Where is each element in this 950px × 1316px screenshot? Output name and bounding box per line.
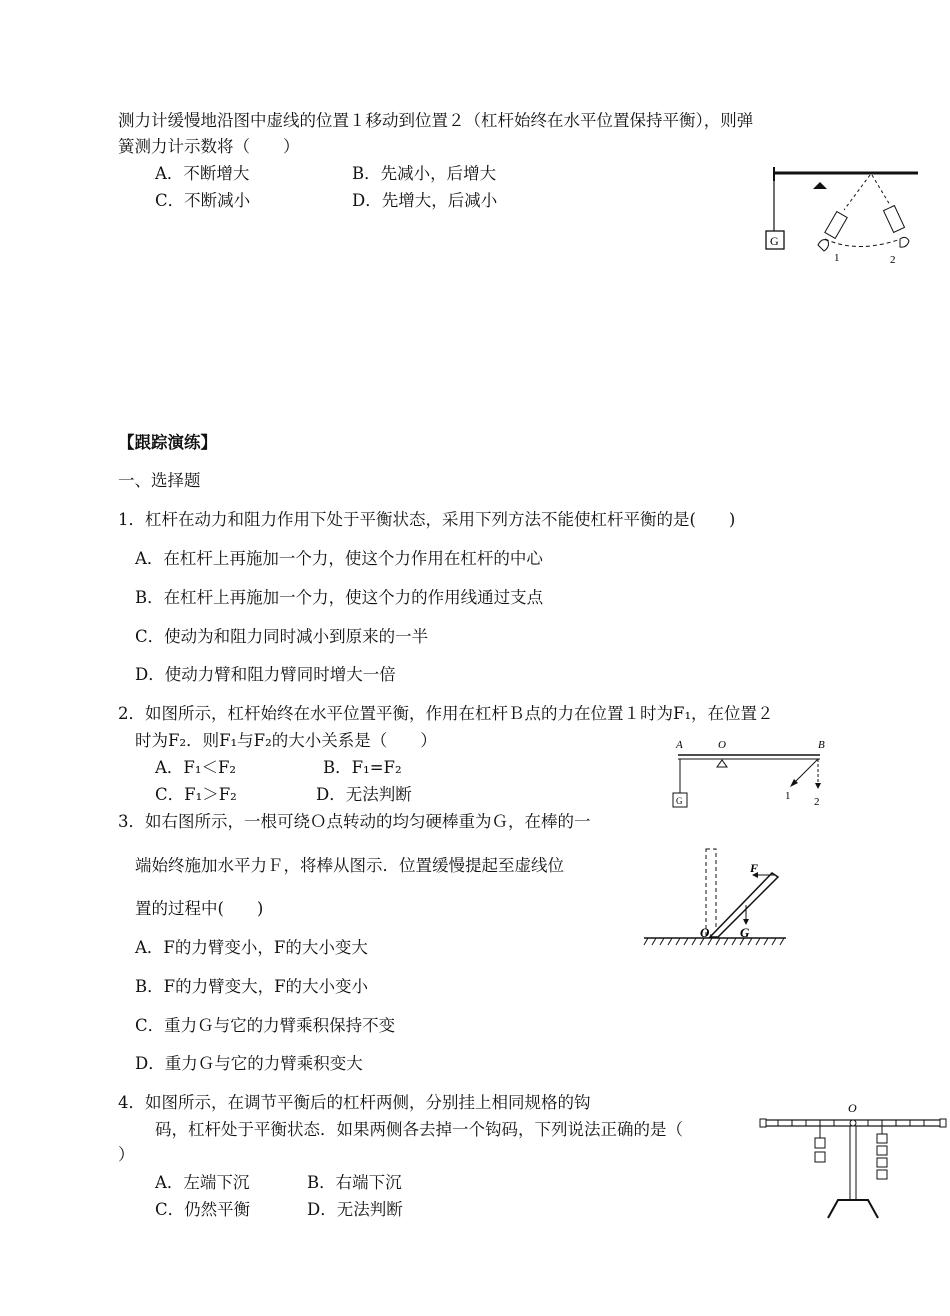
position-1-label: 1 (785, 790, 791, 802)
q4-stem-3: ） (118, 1145, 135, 1164)
point-a-label: A (676, 739, 683, 751)
hook-weight-right-2 (877, 1146, 887, 1155)
dashed-rod-position (706, 849, 716, 935)
intro-option-a: A．不断增大 (155, 164, 250, 183)
hook-weight-left-2 (815, 1152, 825, 1162)
q1-option-c: C．使动为和阻力同时减小到原来的一半 (135, 627, 429, 646)
q3-option-b: B．F的力臂变大，F的大小变小 (135, 977, 369, 996)
intro-option-c: C．不断减小 (155, 191, 251, 210)
position-2-label: 2 (890, 254, 896, 266)
q4-stem-2: 码，杠杆处于平衡状态．如果两侧各去掉一个钩码，下列说法正确的是（ (155, 1120, 683, 1139)
stand-base (828, 1200, 878, 1218)
q4-stem-1: 4．如图所示，在调节平衡后的杠杆两侧，分别挂上相同规格的钩 (118, 1093, 591, 1112)
q3-option-c: C．重力Ｇ与它的力臂乘积保持不变 (135, 1016, 396, 1035)
q4-option-d: D．无法判断 (307, 1200, 403, 1219)
q3-stem-3: 置的过程中( ) (135, 899, 264, 918)
q1-option-d: D．使动力臂和阻力臂同时增大一倍 (135, 665, 396, 684)
point-o-label: O (718, 739, 726, 751)
q1-option-b: B．在杠杆上再施加一个力，使这个力的作用线通过支点 (135, 588, 544, 607)
section-heading: 【跟踪演练】 (118, 433, 217, 452)
q2-option-b: B．F₁=F₂ (323, 758, 402, 777)
q4-option-a: A．左端下沉 (155, 1173, 250, 1192)
hook-weight-left-1 (815, 1138, 825, 1148)
q4-option-b: B．右端下沉 (307, 1173, 402, 1192)
q1-stem: 1．杠杆在动力和阻力作用下处于平衡状态，采用下列方法不能使杠杆平衡的是( ) (118, 510, 736, 529)
intro-line-1: 测力计缓慢地沿图中虚线的位置１移动到位置２（杠杆始终在水平位置保持平衡），则弹 (118, 111, 754, 130)
weight-label: G (770, 234, 779, 248)
weight-label: G (676, 796, 683, 806)
q2-stem-2: 时为F₂．则F₁与F₂的大小关系是（ ） (135, 731, 437, 750)
q4-option-c: C．仍然平衡 (155, 1200, 251, 1219)
position-1-label: 1 (834, 252, 840, 264)
intro-option-b: B．先减小，后增大 (352, 164, 497, 183)
q2-stem-1: 2．如图所示，杠杆始终在水平位置平衡，作用在杠杆Ｂ点的力在位置１时为F₁，在位置２ (118, 704, 774, 723)
point-b-label: B (818, 739, 825, 751)
force-label: F (750, 861, 759, 875)
figure-lever-ab (668, 735, 838, 810)
q3-stem-2: 端始终施加水平力Ｆ，将棒从图示．位置缓慢提起至虚线位 (135, 856, 564, 875)
q2-option-c: C．F₁＞F₂ (155, 785, 237, 804)
q3-option-d: D．重力Ｇ与它的力臂乘积变大 (135, 1054, 363, 1073)
q3-option-a: A．F的力臂变小，F的大小变大 (135, 938, 368, 957)
pivot-label: O (848, 1101, 857, 1115)
q2-option-a: A．F₁＜F₂ (155, 758, 237, 777)
position-2-label: 2 (814, 796, 820, 808)
intro-line-2: 簧测力计示数将（ ） (118, 137, 300, 156)
weight-label: G (740, 925, 750, 940)
figure-lever-spring-scale (760, 165, 920, 270)
hook-weight-right-4 (877, 1170, 887, 1179)
intro-option-d: D．先增大，后减小 (352, 191, 498, 210)
q3-stem-1: 3．如右图所示，一根可绕Ｏ点转动的均匀硬棒重为Ｇ，在棒的一 (118, 812, 591, 831)
hook-weight-right-1 (877, 1134, 887, 1143)
q1-option-a: A．在杠杆上再施加一个力，使这个力作用在杠杆的中心 (135, 549, 543, 568)
hook-weight-right-3 (877, 1158, 887, 1167)
stand-post (850, 1126, 856, 1200)
section-subheading: 一、选择题 (118, 471, 201, 490)
spring-scale-2 (883, 206, 904, 233)
figure-rod-pivot (640, 845, 790, 950)
pivot-label: O (700, 925, 710, 940)
figure-balanced-lever (758, 1100, 948, 1220)
fulcrum-triangle (813, 182, 827, 189)
q2-option-d: D．无法判断 (316, 785, 412, 804)
spring-scale-1 (825, 212, 847, 239)
